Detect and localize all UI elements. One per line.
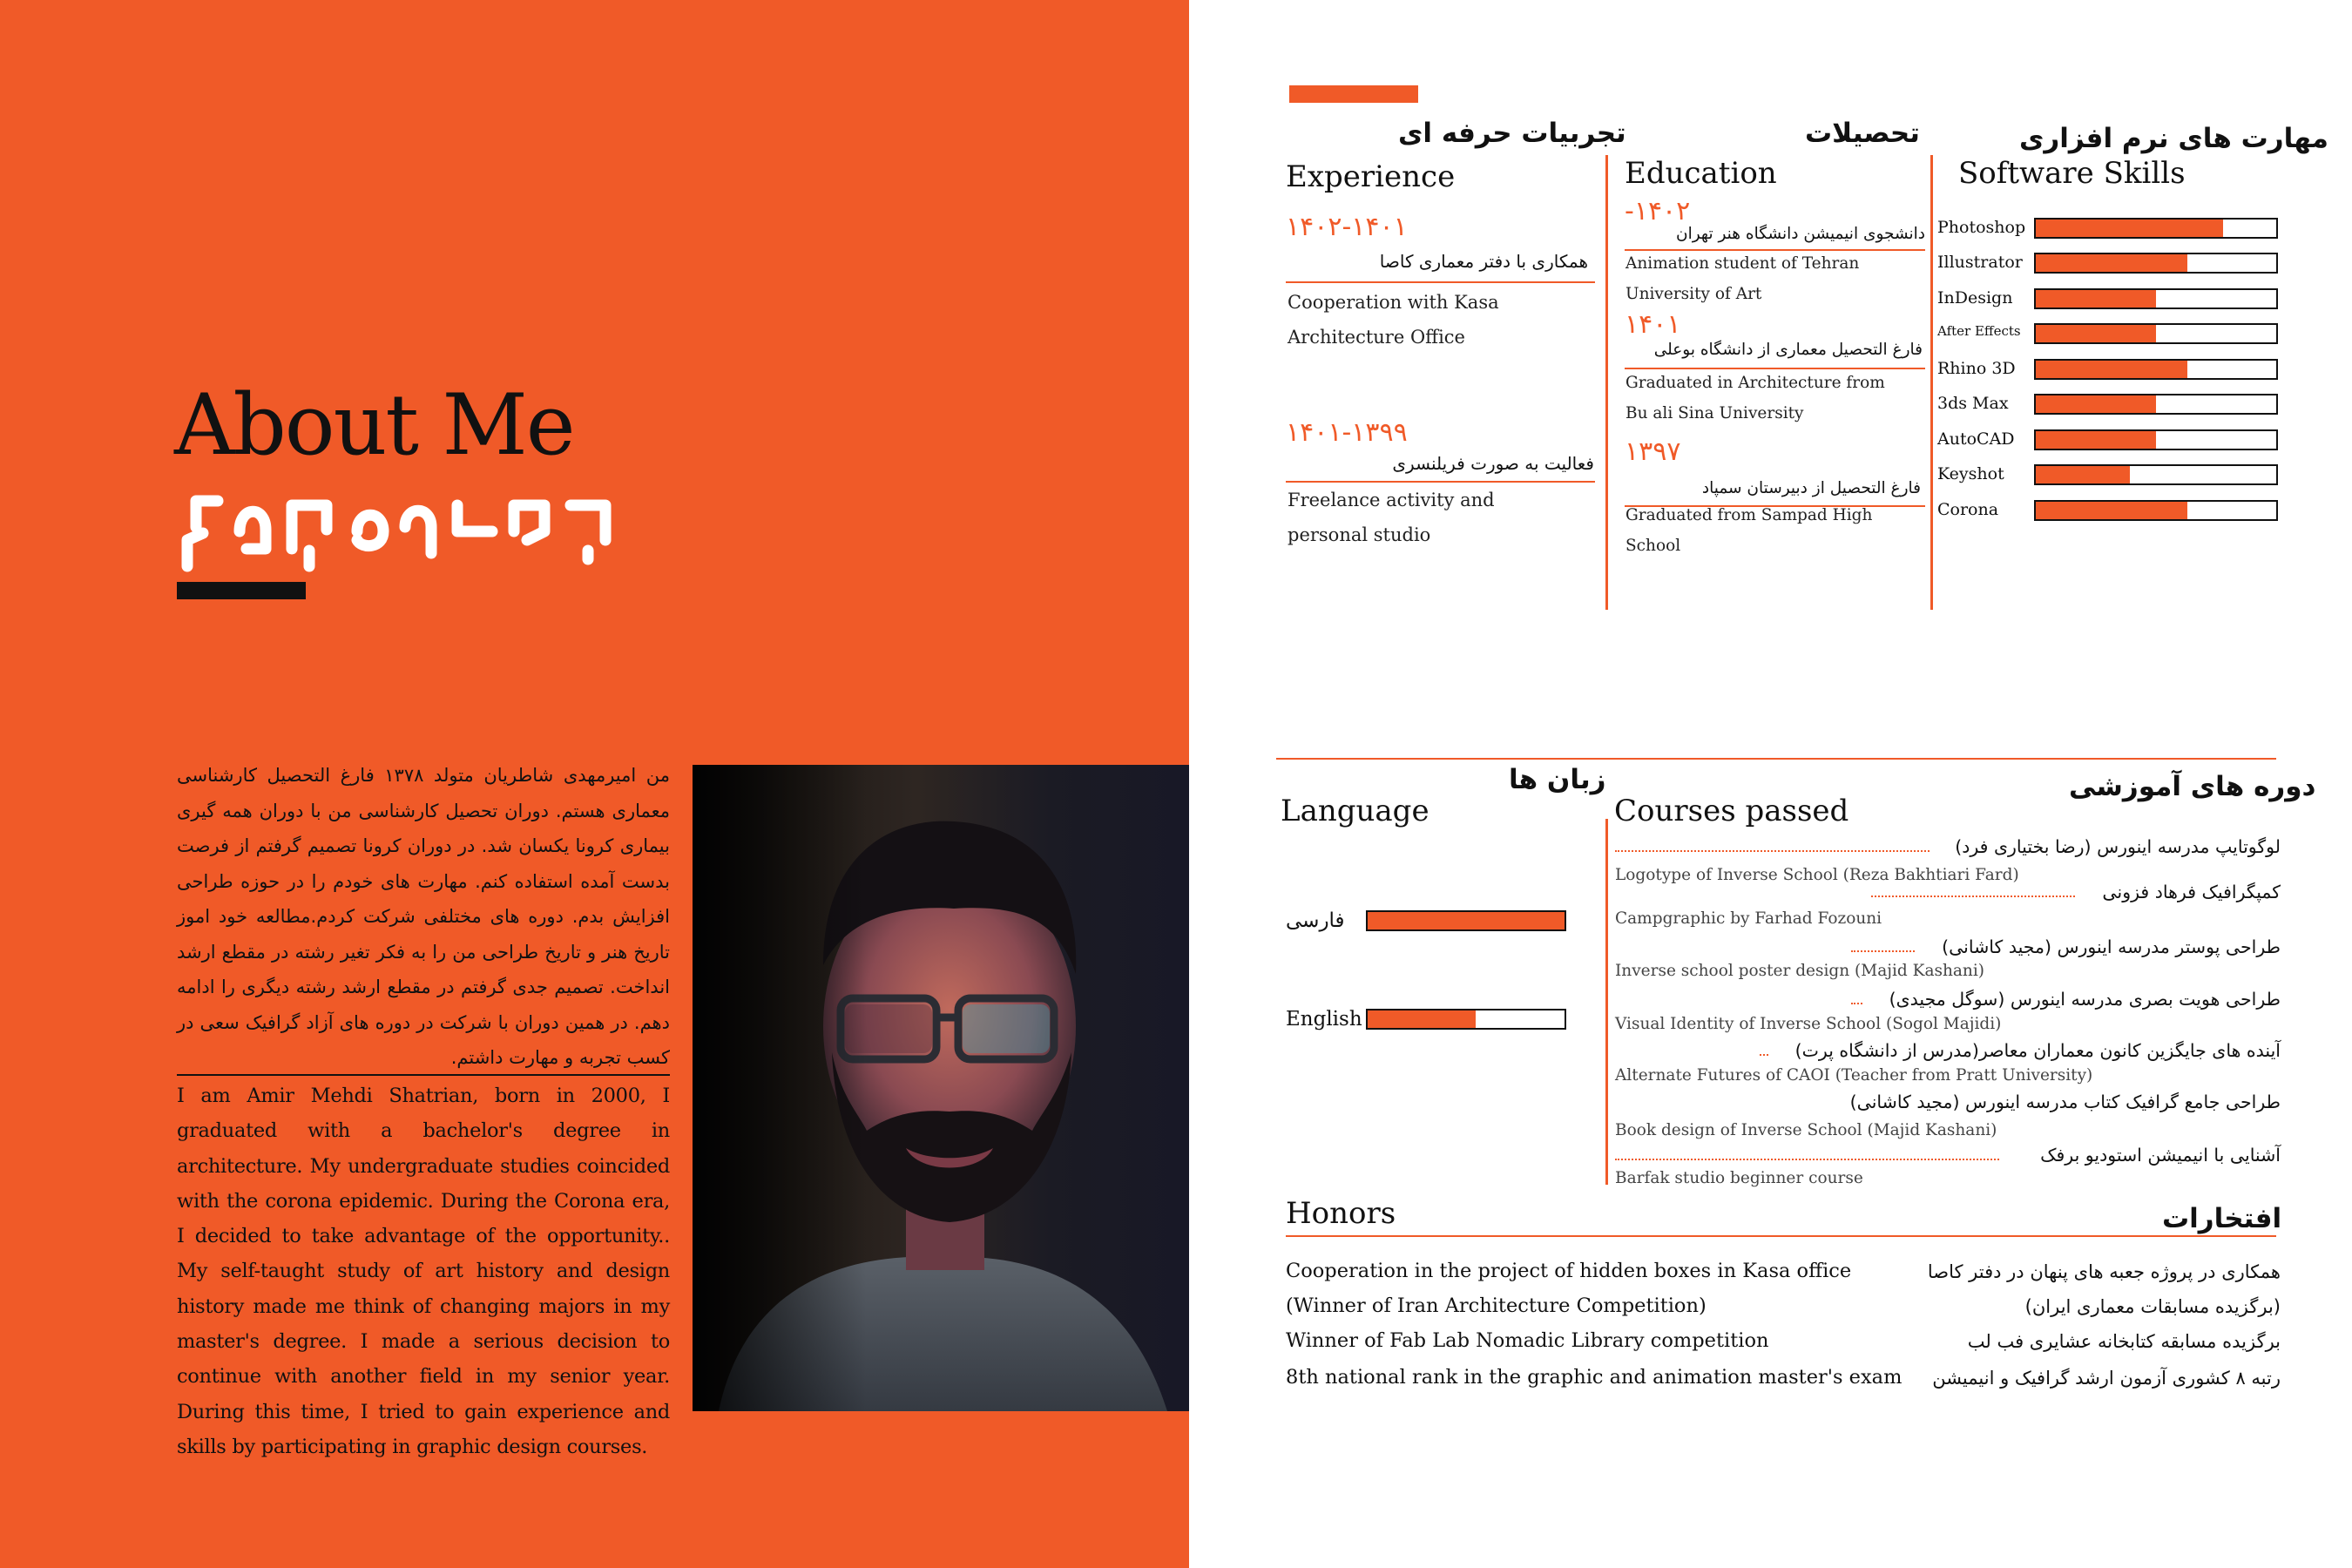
skill-bar-fill [2036, 290, 2156, 308]
skill-label: Rhino 3D [1937, 359, 2016, 378]
skill-bar [2034, 218, 2278, 239]
course-title-en: Inverse school poster design (Majid Kashani) [1615, 962, 1984, 980]
software-title-fa: مهارت های نرم افزاری [2019, 123, 2328, 154]
education-item-fa: فارغ التحصیل از دبیرستان سمپاد [1701, 479, 1921, 497]
skill-label: After Effects [1937, 323, 2021, 339]
language-bar-fill [1368, 912, 1565, 929]
skill-bar-fill [2036, 254, 2187, 272]
course-title-en: Logotype of Inverse School (Reza Bakhtiari Fard) [1615, 866, 2019, 884]
skill-bar [2034, 253, 2278, 274]
bio-divider [177, 1074, 670, 1076]
persian-title-glyphs [179, 479, 614, 575]
language-bar-fill [1368, 1010, 1476, 1028]
course-title-en: Barfak studio beginner course [1615, 1169, 1863, 1187]
course-title-fa: طراحی جامع گرافیک کتاب مدرسه اینورس (مجید کاشانی) [1849, 1092, 2281, 1112]
education-year: ۱۴۰۲- [1625, 196, 1691, 226]
language-title-en: Language [1281, 794, 1429, 828]
skill-bar-fill [2036, 361, 2187, 378]
honor-item-fa: رتبه ۸ کشوری آزمون ارشد گرافیک و انیمیشن [1932, 1368, 2281, 1389]
course-leader-dots [1615, 850, 1930, 852]
experience-title-en: Experience [1286, 159, 1456, 194]
education-divider [1930, 155, 1933, 610]
course-title-en: Book design of Inverse School (Majid Kashani) [1615, 1121, 1997, 1139]
skill-label: AutoCAD [1937, 429, 2015, 449]
course-title-en: Alternate Futures of CAOI (Teacher from Pratt University) [1615, 1066, 2093, 1085]
course-title-fa: طراحی هویت بصری مدرسه اینورس (سوگل مجیدی) [1889, 989, 2281, 1010]
skill-label: Illustrator [1937, 253, 2023, 272]
language-bar [1366, 1009, 1566, 1030]
language-label: فارسی [1286, 909, 1345, 932]
honor-item-en: Cooperation in the project of hidden boxes in Kasa office [1286, 1260, 1852, 1282]
skill-bar [2034, 359, 2278, 380]
experience-years: ۱۴۰۲-۱۴۰۱ [1286, 212, 1408, 242]
title-underline-bar [177, 582, 306, 599]
skill-bar [2034, 288, 2278, 309]
experience-divider [1605, 155, 1608, 610]
honors-title-en: Honors [1286, 1196, 1396, 1231]
course-title-en: Campgraphic by Farhad Fozouni [1615, 909, 1882, 928]
honors-title-fa: افتخارات [2162, 1203, 2282, 1234]
skill-bar [2034, 464, 2278, 485]
skill-bar-fill [2036, 395, 2156, 413]
skill-label: Keyshot [1937, 464, 2004, 483]
skill-label: Photoshop [1937, 218, 2026, 237]
courses-title-en: Courses passed [1614, 794, 1849, 828]
bio-english: I am Amir Mehdi Shatrian, born in 2000, I graduated with a bachelor's degree in architecture. My undergraduate studies coincided with the corona epidemic. During the Corona era, I decided to take advantage of the opportunity.. My self-taught study of art history and design history made me think of changing majors in my master's degree. I made a serious decision to continue with another field in my senior year. During this time, I tried to gain experience and skills by participating in graphic design courses. [177, 1085, 670, 1458]
education-item-en: Animation student of Tehran University of Art [1625, 254, 1860, 303]
experience-years: ۱۴۰۱-۱۳۹۹ [1286, 417, 1408, 448]
education-item-fa: فارغ التحصیل معماری از دانشگاه بوعلی [1653, 341, 1923, 359]
skill-label: Corona [1937, 500, 1999, 519]
education-item-en: Graduated in Architecture from Bu ali Sina University [1625, 374, 1885, 422]
course-title-fa: طراحی پوستر مدرسه اینورس (مجید کاشانی) [1942, 936, 2281, 957]
course-leader-dots [1615, 1159, 1999, 1160]
courses-divider [1605, 819, 1608, 1185]
course-leader-dots [1851, 950, 1915, 952]
software-title-en: Software Skills [1958, 156, 2186, 191]
course-title-fa: لوگوتایپ مدرسه اینورس (رضا بختیاری فرد) [1955, 836, 2281, 857]
course-title-fa: آینده های جایگزین کانون معماران معاصر(مدرس از دانشگاه پرت) [1794, 1040, 2281, 1061]
education-title-fa: تحصیلات [1805, 118, 1920, 149]
experience-item-fa: فعالیت به صورت فریلنسری [1392, 453, 1594, 474]
skill-bar [2034, 394, 2278, 415]
education-item-fa: دانشجوی انیمیشن دانشگاه هنر تهران [1675, 225, 1925, 243]
skill-label: 3ds Max [1937, 394, 2009, 413]
language-bar [1366, 910, 1566, 931]
education-item-en: Graduated from Sampad High School [1625, 506, 1873, 555]
bio-persian: من امیرمهدی شاطریان متولد ۱۳۷۸ فارغ التحصیل کارشناسی معماری هستم. دوران تحصیل کارشناسی من با دوران همه گیری بیماری کرونا یکسان شد. در دوران کرونا تصمیم گرفتم از فرصت بدست آمده استفاده کنم. مهارت های خودم را در حوزه طراحی افزایش بدم. دوره های مختلفی شرکت کردم.مطالعه خود اموز تاریخ هنر و تاریخ طراحی من را به فکر تغیر رشته در مقطع ارشد انداخت. تصمیم جدی گرفتم در مقطع ارشد رشته دیگری را ادامه دهم. در همین دوران با شرکت در دوره های آزاد گرافیک سعی در کسب تجربه و مهارت داشتم. [177, 765, 670, 1068]
language-label: English [1286, 1008, 1362, 1031]
experience-title-fa: تجربیات حرفه ای [1398, 118, 1626, 149]
course-leader-dots [1760, 1054, 1768, 1056]
course-title-fa: کمپگرافیک فرهاد فزونی [2102, 882, 2281, 902]
honor-item-fa: (برگزیده مسابقات معماری ایران) [2024, 1296, 2281, 1317]
education-year: ۱۳۹۷ [1625, 436, 1681, 467]
education-title-en: Education [1625, 156, 1777, 191]
course-title-en: Visual Identity of Inverse School (Sogol Majidi) [1615, 1015, 2002, 1033]
accent-bar [1289, 85, 1418, 103]
skill-bar [2034, 500, 2278, 521]
courses-title-fa: دوره های آموزشی [2069, 771, 2316, 802]
portrait-photo [693, 765, 1189, 1411]
experience-item-en: Cooperation with Kasa Architecture Office [1288, 292, 1499, 348]
experience-underline [1286, 281, 1595, 283]
honor-item-fa: برگزیده مسابقه کتابخانه عشایری فب لب [1967, 1331, 2281, 1352]
skill-bar-fill [2036, 502, 2187, 519]
honor-item-en: 8th national rank in the graphic and animation master's exam [1286, 1366, 1903, 1389]
skill-bar-fill [2036, 325, 2156, 342]
about-title: About Me [174, 376, 574, 474]
skill-bar [2034, 429, 2278, 450]
language-title-fa: زبان ها [1509, 764, 1606, 795]
honor-item-fa: همکاری در پروژه جعبه های پنهان در دفتر کاصا [1927, 1261, 2281, 1282]
education-year: ۱۴۰۱ [1625, 309, 1681, 340]
skill-bar-fill [2036, 431, 2156, 449]
skill-bar-fill [2036, 220, 2223, 237]
skill-bar [2034, 323, 2278, 344]
course-leader-dots [1851, 1003, 1862, 1004]
skill-bar-fill [2036, 466, 2130, 483]
honors-divider [1286, 1235, 2276, 1237]
experience-item-en: Freelance activity and personal studio [1288, 490, 1495, 545]
course-leader-dots [1871, 896, 2075, 897]
experience-item-fa: همکاری با دفتر معماری کاصا [1379, 251, 1588, 272]
honor-item-en: (Winner of Iran Architecture Competition) [1286, 1294, 1707, 1317]
course-title-fa: آشنایی با انیمیشن استودیو برفک [2040, 1145, 2281, 1166]
section-divider [1276, 758, 2276, 760]
skill-label: InDesign [1937, 288, 2013, 308]
honor-item-en: Winner of Fab Lab Nomadic Library competition [1286, 1329, 1769, 1352]
